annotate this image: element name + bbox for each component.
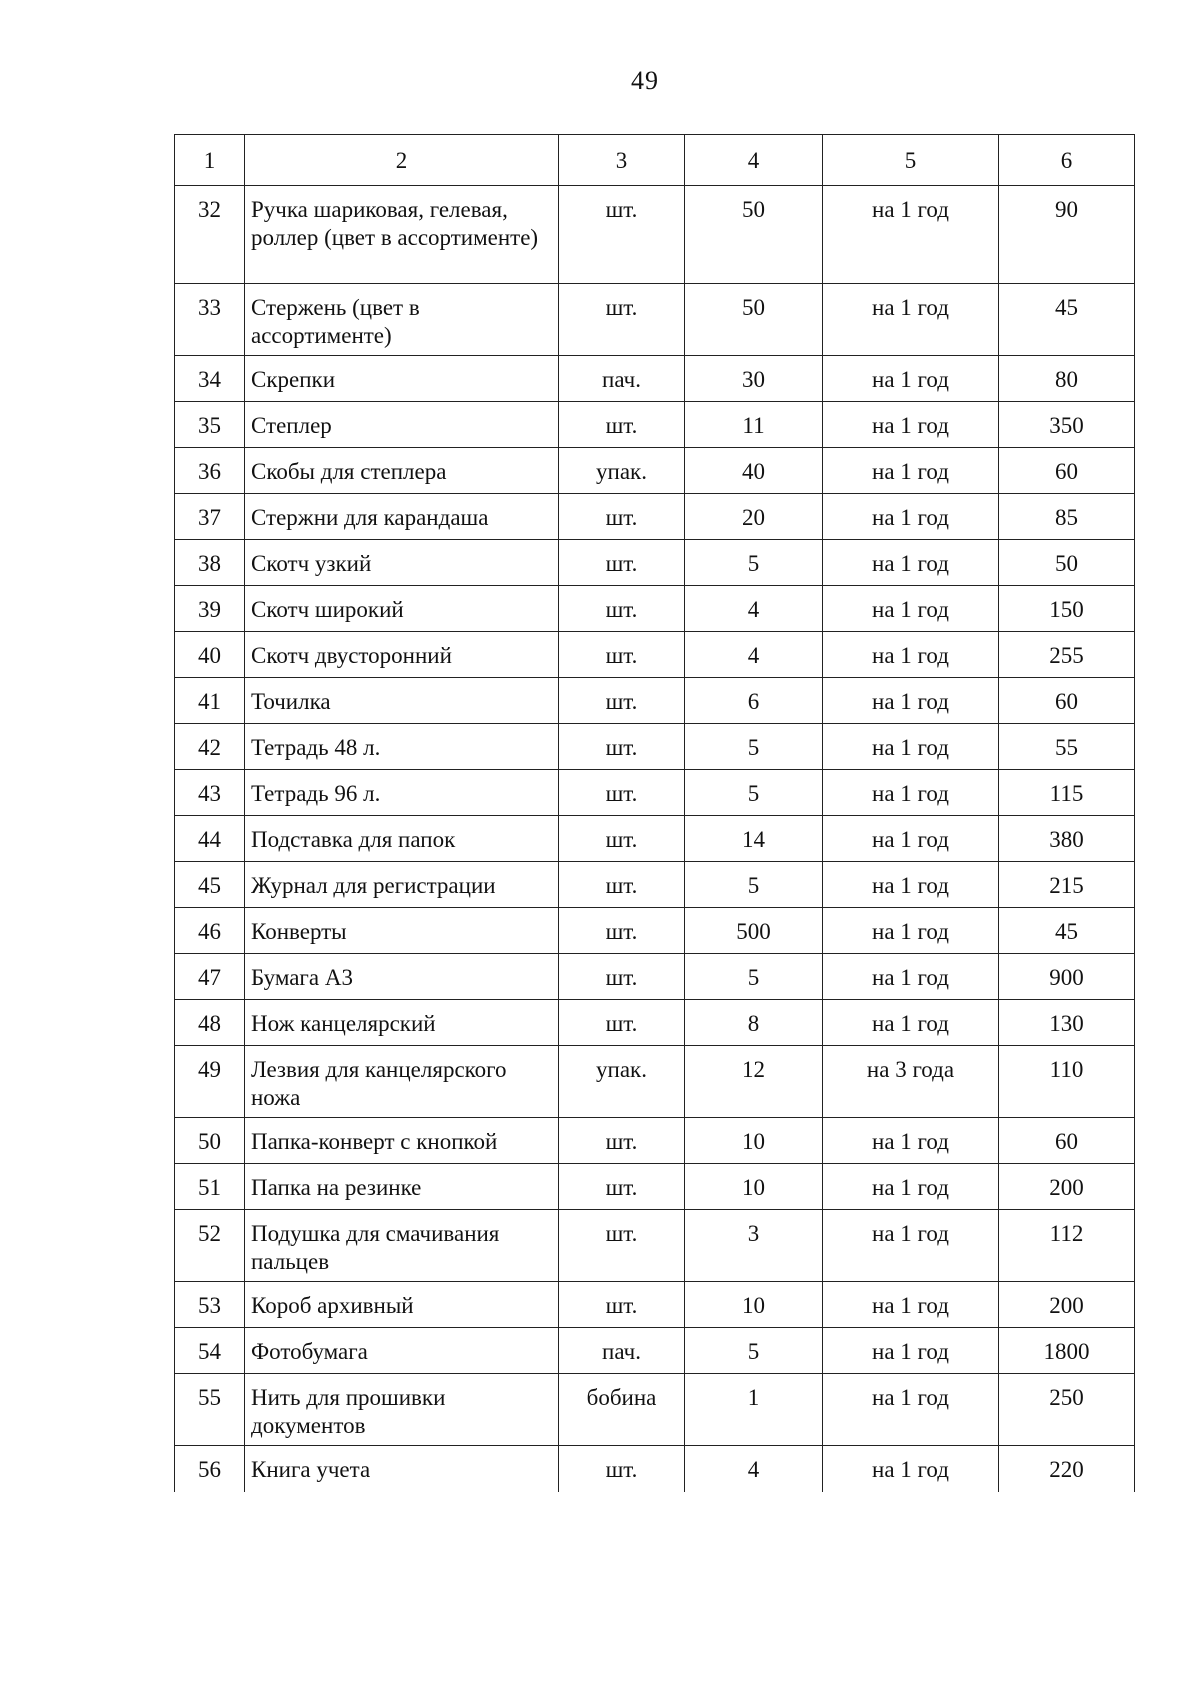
item-quantity: 4 — [685, 1446, 823, 1492]
item-period: на 1 год — [823, 1000, 999, 1046]
item-quantity: 14 — [685, 816, 823, 862]
item-quantity: 5 — [685, 954, 823, 1000]
item-unit: шт. — [559, 1210, 685, 1282]
item-quantity: 5 — [685, 770, 823, 816]
item-name: Скотч узкий — [245, 540, 559, 586]
item-period: на 3 года — [823, 1046, 999, 1118]
row-number: 34 — [175, 356, 245, 402]
item-quantity: 5 — [685, 540, 823, 586]
item-unit: шт. — [559, 1446, 685, 1492]
row-number: 48 — [175, 1000, 245, 1046]
item-price: 130 — [999, 1000, 1135, 1046]
item-period: на 1 год — [823, 540, 999, 586]
item-price: 90 — [999, 186, 1135, 284]
item-period: на 1 год — [823, 186, 999, 284]
row-number: 41 — [175, 678, 245, 724]
row-number: 45 — [175, 862, 245, 908]
item-period: на 1 год — [823, 356, 999, 402]
item-name: Стержень (цвет в ассортименте) — [245, 284, 559, 356]
item-price: 45 — [999, 284, 1135, 356]
table-row — [175, 1164, 1135, 1210]
row-number: 53 — [175, 1282, 245, 1328]
row-number: 32 — [175, 186, 245, 284]
table-row — [175, 678, 1135, 724]
item-quantity: 5 — [685, 724, 823, 770]
item-period: на 1 год — [823, 284, 999, 356]
item-name: Скотч широкий — [245, 586, 559, 632]
item-name: Тетрадь 96 л. — [245, 770, 559, 816]
item-price: 85 — [999, 494, 1135, 540]
item-name: Нож канцелярский — [245, 1000, 559, 1046]
item-quantity: 12 — [685, 1046, 823, 1118]
item-name: Ручка шариковая, гелевая, роллер (цвет в ассортименте) — [245, 186, 559, 284]
item-price: 255 — [999, 632, 1135, 678]
item-name: Точилка — [245, 678, 559, 724]
item-price: 900 — [999, 954, 1135, 1000]
table-row — [175, 186, 1135, 284]
item-period: на 1 год — [823, 816, 999, 862]
item-quantity: 4 — [685, 586, 823, 632]
item-name: Подушка для смачивания пальцев — [245, 1210, 559, 1282]
item-quantity: 30 — [685, 356, 823, 402]
item-period: на 1 год — [823, 1164, 999, 1210]
item-unit: упак. — [559, 1046, 685, 1118]
header-cell-6: 6 — [999, 135, 1135, 186]
table-row — [175, 632, 1135, 678]
header-cell-4: 4 — [685, 135, 823, 186]
item-unit: шт. — [559, 586, 685, 632]
item-unit: шт. — [559, 1164, 685, 1210]
table-row — [175, 1374, 1135, 1446]
item-unit: шт. — [559, 678, 685, 724]
table-row — [175, 1118, 1135, 1164]
item-unit: пач. — [559, 1328, 685, 1374]
table-row — [175, 356, 1135, 402]
item-name: Лезвия для канцелярского ножа — [245, 1046, 559, 1118]
header-cell-5: 5 — [823, 135, 999, 186]
item-name: Стержни для карандаша — [245, 494, 559, 540]
item-period: на 1 год — [823, 1328, 999, 1374]
item-period: на 1 год — [823, 1446, 999, 1492]
item-quantity: 50 — [685, 284, 823, 356]
table-row — [175, 1046, 1135, 1118]
item-unit: шт. — [559, 724, 685, 770]
item-quantity: 10 — [685, 1164, 823, 1210]
item-unit: шт. — [559, 1282, 685, 1328]
item-period: на 1 год — [823, 724, 999, 770]
table-row — [175, 724, 1135, 770]
item-period: на 1 год — [823, 586, 999, 632]
item-quantity: 11 — [685, 402, 823, 448]
table-row — [175, 954, 1135, 1000]
item-unit: шт. — [559, 402, 685, 448]
item-unit: шт. — [559, 1118, 685, 1164]
item-price: 112 — [999, 1210, 1135, 1282]
table-row — [175, 1210, 1135, 1282]
item-quantity: 10 — [685, 1118, 823, 1164]
row-number: 47 — [175, 954, 245, 1000]
item-period: на 1 год — [823, 954, 999, 1000]
item-period: на 1 год — [823, 402, 999, 448]
item-quantity: 20 — [685, 494, 823, 540]
item-price: 250 — [999, 1374, 1135, 1446]
item-price: 110 — [999, 1046, 1135, 1118]
item-price: 60 — [999, 1118, 1135, 1164]
row-number: 43 — [175, 770, 245, 816]
item-unit: шт. — [559, 816, 685, 862]
row-number: 51 — [175, 1164, 245, 1210]
table-row — [175, 1282, 1135, 1328]
row-number: 42 — [175, 724, 245, 770]
item-quantity: 40 — [685, 448, 823, 494]
item-quantity: 5 — [685, 1328, 823, 1374]
item-period: на 1 год — [823, 678, 999, 724]
table-row — [175, 1000, 1135, 1046]
header-cell-3: 3 — [559, 135, 685, 186]
item-period: на 1 год — [823, 448, 999, 494]
item-period: на 1 год — [823, 1210, 999, 1282]
table-body — [175, 135, 1135, 1492]
item-quantity: 4 — [685, 632, 823, 678]
row-number: 55 — [175, 1374, 245, 1446]
row-number: 44 — [175, 816, 245, 862]
item-price: 45 — [999, 908, 1135, 954]
item-period: на 1 год — [823, 1282, 999, 1328]
item-name: Нить для прошивки документов — [245, 1374, 559, 1446]
item-name: Скрепки — [245, 356, 559, 402]
table-row — [175, 816, 1135, 862]
table-row — [175, 770, 1135, 816]
item-name: Папка-конверт с кнопкой — [245, 1118, 559, 1164]
item-price: 55 — [999, 724, 1135, 770]
item-price: 200 — [999, 1282, 1135, 1328]
item-name: Тетрадь 48 л. — [245, 724, 559, 770]
page-number: 49 — [631, 66, 659, 95]
item-unit: шт. — [559, 770, 685, 816]
item-period: на 1 год — [823, 862, 999, 908]
item-price: 50 — [999, 540, 1135, 586]
item-name: Степлер — [245, 402, 559, 448]
item-quantity: 1 — [685, 1374, 823, 1446]
row-number: 56 — [175, 1446, 245, 1492]
item-quantity: 500 — [685, 908, 823, 954]
item-name: Конверты — [245, 908, 559, 954]
row-number: 40 — [175, 632, 245, 678]
item-price: 150 — [999, 586, 1135, 632]
row-number: 35 — [175, 402, 245, 448]
row-number: 36 — [175, 448, 245, 494]
item-unit: бобина — [559, 1374, 685, 1446]
row-number: 39 — [175, 586, 245, 632]
item-name: Журнал для регистрации — [245, 862, 559, 908]
item-unit: шт. — [559, 862, 685, 908]
table-row — [175, 586, 1135, 632]
item-price: 350 — [999, 402, 1135, 448]
item-price: 115 — [999, 770, 1135, 816]
item-name: Короб архивный — [245, 1282, 559, 1328]
item-price: 60 — [999, 448, 1135, 494]
item-unit: шт. — [559, 494, 685, 540]
item-name: Папка на резинке — [245, 1164, 559, 1210]
item-price: 215 — [999, 862, 1135, 908]
table-row — [175, 862, 1135, 908]
item-name: Скотч двусторонний — [245, 632, 559, 678]
item-period: на 1 год — [823, 1118, 999, 1164]
item-price: 380 — [999, 816, 1135, 862]
item-unit: шт. — [559, 1000, 685, 1046]
item-quantity: 5 — [685, 862, 823, 908]
item-price: 80 — [999, 356, 1135, 402]
item-period: на 1 год — [823, 1374, 999, 1446]
item-price: 200 — [999, 1164, 1135, 1210]
item-unit: шт. — [559, 540, 685, 586]
row-number: 33 — [175, 284, 245, 356]
item-period: на 1 год — [823, 494, 999, 540]
header-cell-2: 2 — [245, 135, 559, 186]
row-number: 38 — [175, 540, 245, 586]
item-period: на 1 год — [823, 770, 999, 816]
item-unit: упак. — [559, 448, 685, 494]
row-number: 46 — [175, 908, 245, 954]
row-number: 50 — [175, 1118, 245, 1164]
item-unit: шт. — [559, 954, 685, 1000]
row-number: 37 — [175, 494, 245, 540]
table-row — [175, 1446, 1135, 1492]
table-row — [175, 402, 1135, 448]
item-quantity: 50 — [685, 186, 823, 284]
item-name: Подставка для папок — [245, 816, 559, 862]
table-row — [175, 494, 1135, 540]
table-header-row — [175, 135, 1135, 186]
item-quantity: 10 — [685, 1282, 823, 1328]
item-unit: шт. — [559, 284, 685, 356]
item-period: на 1 год — [823, 632, 999, 678]
table-row — [175, 284, 1135, 356]
item-unit: шт. — [559, 186, 685, 284]
item-unit: шт. — [559, 908, 685, 954]
item-price: 1800 — [999, 1328, 1135, 1374]
supplies-table — [174, 134, 1135, 1492]
item-quantity: 8 — [685, 1000, 823, 1046]
item-period: на 1 год — [823, 908, 999, 954]
table-row — [175, 448, 1135, 494]
item-unit: пач. — [559, 356, 685, 402]
table-row — [175, 908, 1135, 954]
row-number: 49 — [175, 1046, 245, 1118]
item-name: Книга учета — [245, 1446, 559, 1492]
header-cell-1: 1 — [175, 135, 245, 186]
item-name: Фотобумага — [245, 1328, 559, 1374]
row-number: 52 — [175, 1210, 245, 1282]
item-unit: шт. — [559, 632, 685, 678]
item-quantity: 3 — [685, 1210, 823, 1282]
item-price: 220 — [999, 1446, 1135, 1492]
item-name: Скобы для степлера — [245, 448, 559, 494]
table-row — [175, 1328, 1135, 1374]
item-quantity: 6 — [685, 678, 823, 724]
item-price: 60 — [999, 678, 1135, 724]
item-name: Бумага А3 — [245, 954, 559, 1000]
table-row — [175, 540, 1135, 586]
row-number: 54 — [175, 1328, 245, 1374]
